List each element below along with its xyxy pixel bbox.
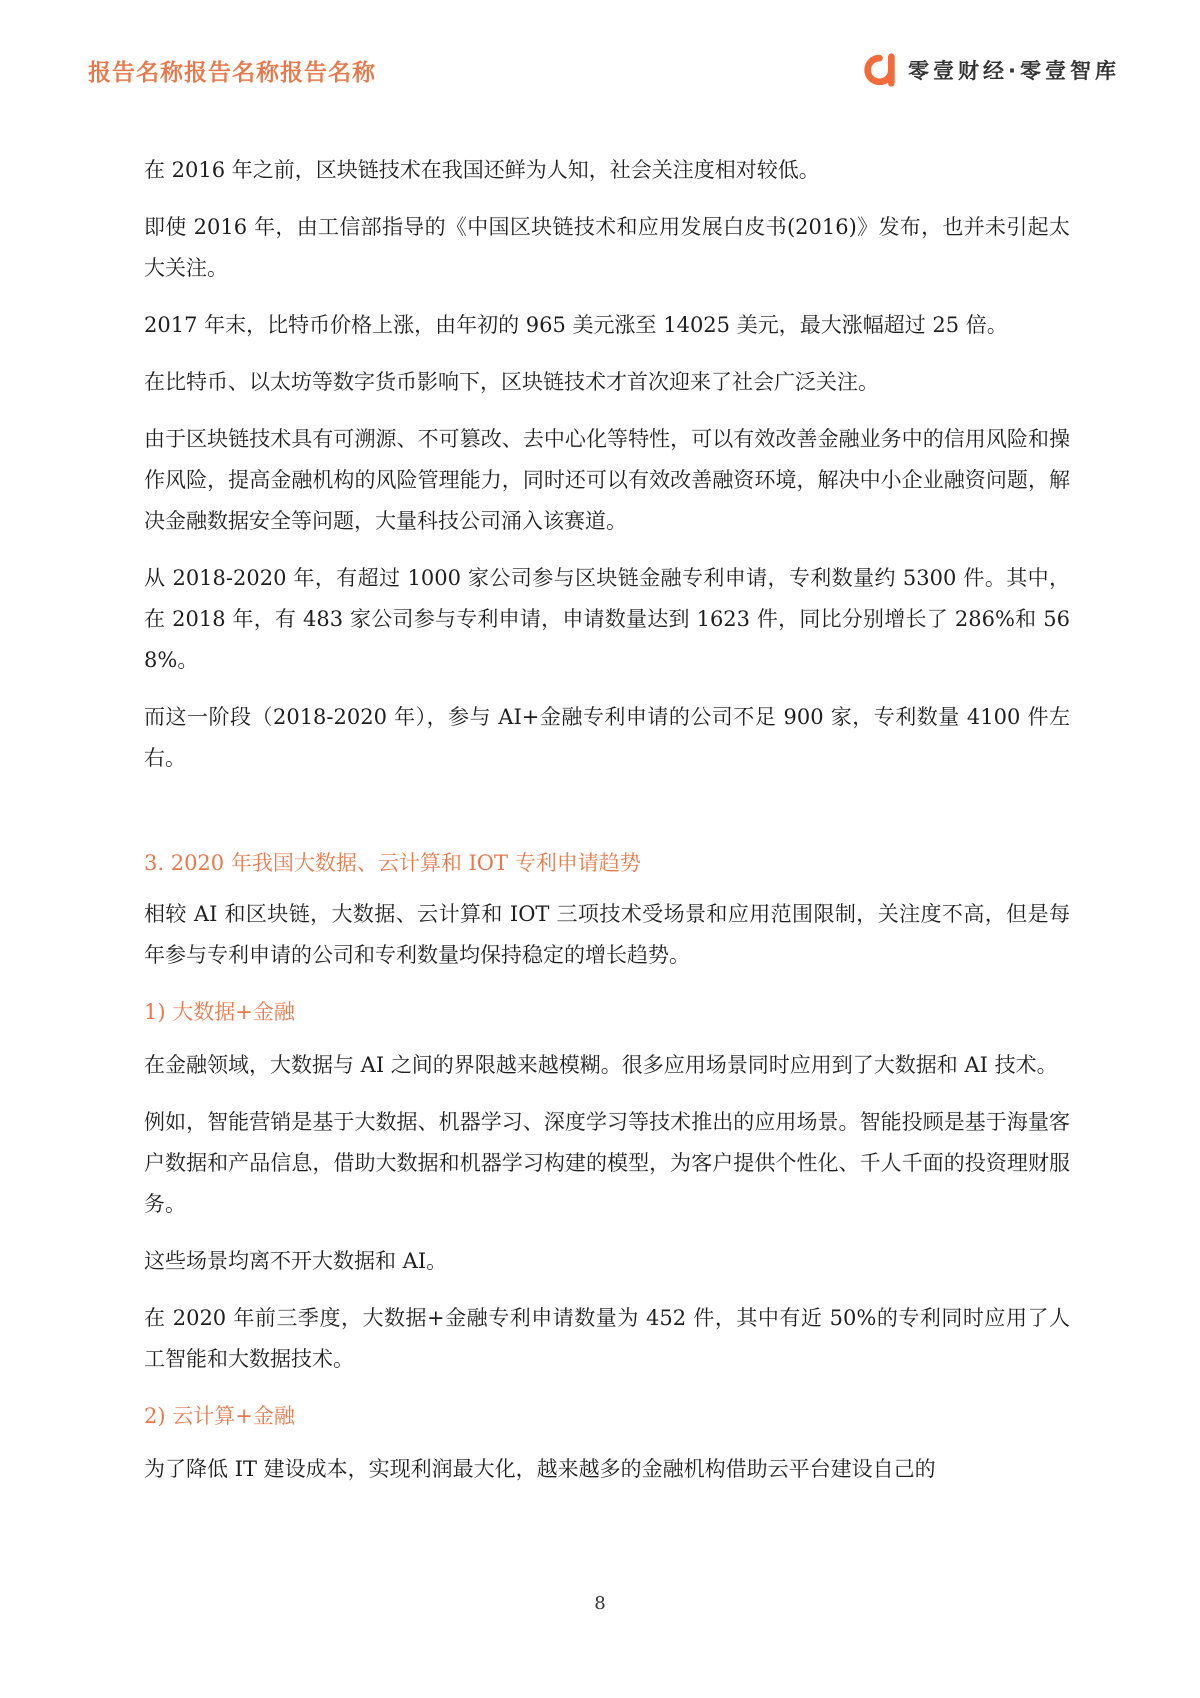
paragraph: 而这一阶段（2018-2020 年），参与 AI+金融专利申请的公司不足 900 家，专利数量 4100 件左右。 [144,705,1070,770]
paragraph: 例如，智能营销是基于大数据、机器学习、深度学习等技术推出的应用场景。智能投顾是基于海量客户数据和产品信息，借助大数据和机器学习构建的模型，为客户提供个性化、千人千面的投资理财服务。 [144,1110,1070,1216]
document-body [144,150,1070,1506]
subsection-heading: 1) 大数据+金融 [144,1000,295,1024]
section-heading: 3. 2020 年我国大数据、云计算和 IOT 专利申请趋势 [144,851,641,875]
paragraph: 在 2016 年之前，区块链技术在我国还鲜为人知，社会关注度相对较低。 [144,158,820,182]
brand-name: 零壹财经·零壹智库 [908,59,1120,83]
paragraph: 即使 2016 年，由工信部指导的《中国区块链技术和应用发展白皮书(2016)》发布，也并未引起太大关注。 [144,215,1070,280]
paragraph: 由于区块链技术具有可溯源、不可篡改、去中心化等特性，可以有效改善金融业务中的信用风险和操作风险，提高金融机构的风险管理能力，同时还可以有效改善融资环境，解决中小企业融资问题，解决金融数据安全等问题，大量科技公司涌入该赛道。 [144,427,1070,533]
paragraph: 在比特币、以太坊等数字货币影响下，区块链技术才首次迎来了社会广泛关注。 [144,370,879,394]
report-title: 报告名称报告名称报告名称 [88,60,376,86]
paragraph: 2017 年末，比特币价格上涨，由年初的 965 美元涨至 14025 美元，最大涨幅超过 25 倍。 [144,313,1008,337]
subsection-heading: 2) 云计算+金融 [144,1404,295,1428]
brand-logo-icon [860,51,898,89]
paragraph: 相较 AI 和区块链，大数据、云计算和 IOT 三项技术受场景和应用范围限制，关注度不高，但是每年参与专利申请的公司和专利数量均保持稳定的增长趋势。 [144,902,1070,967]
paragraph: 为了降低 IT 建设成本，实现利润最大化，越来越多的金融机构借助云平台建设自己的 [144,1457,936,1481]
page-number: 8 [594,1593,606,1614]
paragraph: 从 2018-2020 年，有超过 1000 家公司参与区块链金融专利申请，专利数量约 5300 件。其中，在 2018 年，有 483 家公司参与专利申请，申请数量达到 1623 件，同比分别增长了 286%和 568%。 [144,566,1070,672]
page-header [88,50,1120,94]
paragraph: 在 2020 年前三季度，大数据+金融专利申请数量为 452 件，其中有近 50%的专利同时应用了人工智能和大数据技术。 [144,1306,1070,1371]
brand [860,50,1120,90]
paragraph: 在金融领域，大数据与 AI 之间的界限越来越模糊。很多应用场景同时应用到了大数据和 AI 技术。 [144,1053,1058,1077]
paragraph: 这些场景均离不开大数据和 AI。 [144,1249,448,1273]
